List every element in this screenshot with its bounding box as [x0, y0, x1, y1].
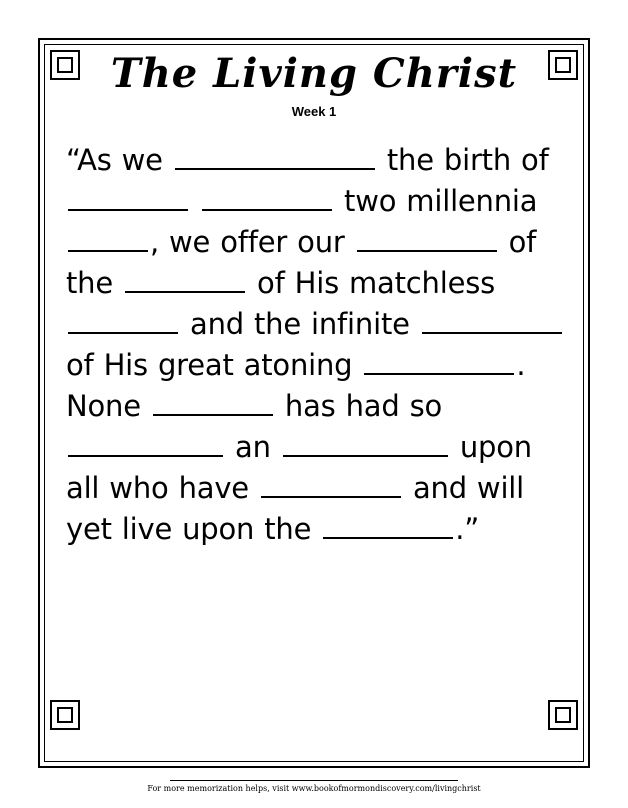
answer-blank[interactable] — [357, 224, 497, 252]
answer-blank[interactable] — [68, 183, 188, 211]
corner-square-inner — [57, 707, 73, 723]
quote-text: upon all who have — [66, 430, 532, 505]
answer-blank[interactable] — [422, 306, 562, 334]
answer-blank[interactable] — [175, 142, 375, 170]
quote-text: , we offer our — [150, 225, 355, 259]
answer-blank[interactable] — [68, 306, 178, 334]
answer-blank[interactable] — [125, 265, 245, 293]
answer-blank[interactable] — [261, 470, 401, 498]
quote-text: and will yet live upon the — [66, 471, 525, 546]
page-title: The Living Christ — [110, 50, 518, 97]
quote-text: of the — [66, 225, 537, 300]
answer-blank[interactable] — [283, 429, 448, 457]
quote-text: and the infinite — [180, 307, 420, 341]
corner-square-inner — [555, 707, 571, 723]
corner-ornament-bottom-right — [548, 700, 578, 730]
answer-blank[interactable] — [153, 388, 273, 416]
footer-credit: For more memorization helps, visit www.bookofmormondiscovery.com/livingchrist — [147, 784, 481, 793]
answer-blank[interactable] — [68, 429, 223, 457]
quote-text: an — [225, 430, 281, 464]
quote-text: two millennia — [334, 184, 538, 218]
quote-text: the birth of — [376, 143, 549, 177]
quote-text: “As we — [66, 143, 173, 177]
page-subtitle: Week 1 — [291, 104, 337, 119]
quote-text: of His matchless — [247, 266, 496, 300]
answer-blank[interactable] — [323, 511, 453, 539]
quote-text — [190, 184, 200, 218]
corner-ornament-bottom-left — [50, 700, 80, 730]
quote-text: has had so — [274, 389, 443, 423]
answer-blank[interactable] — [202, 183, 332, 211]
answer-blank[interactable] — [68, 224, 148, 252]
quote-text: . None — [66, 348, 526, 423]
answer-blank[interactable] — [364, 347, 514, 375]
quote-text: .” — [455, 512, 480, 546]
footer-divider — [170, 780, 458, 781]
quote-text: of His great atoning — [66, 348, 363, 382]
fill-in-the-blank-quote — [66, 140, 566, 550]
